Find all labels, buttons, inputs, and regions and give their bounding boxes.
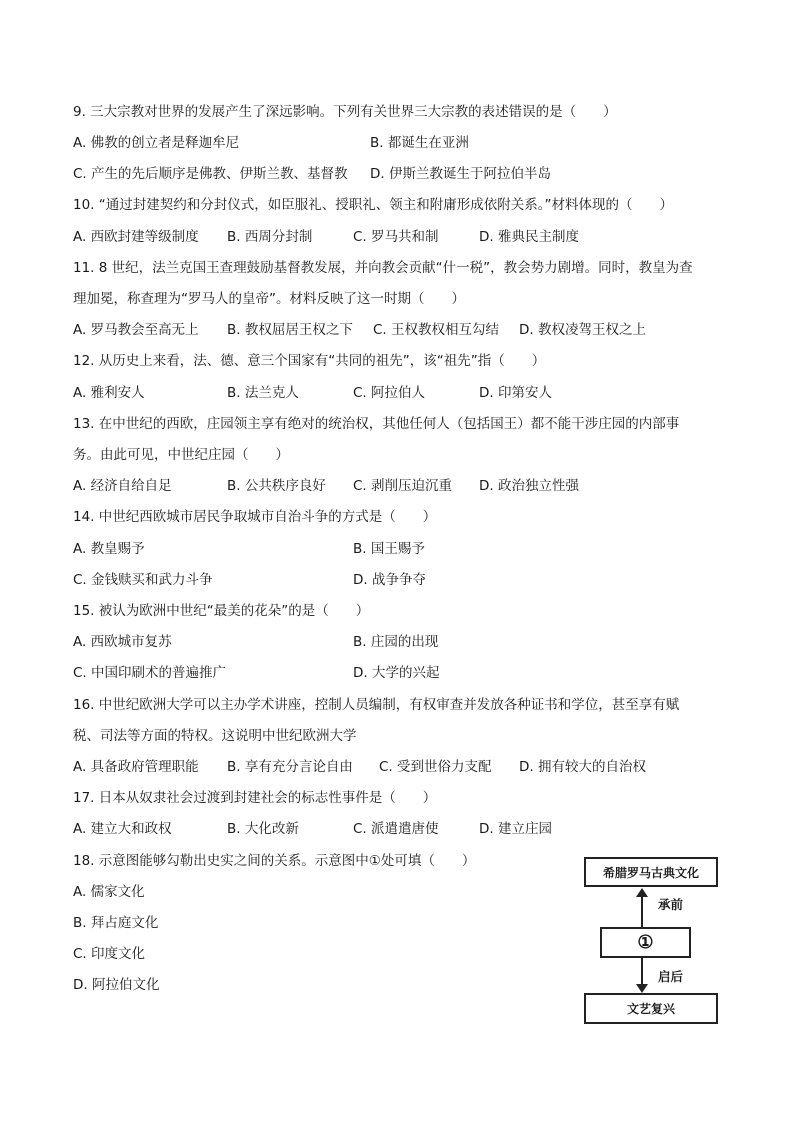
question-12-option-a: A. 雅利安人 <box>73 385 145 401</box>
question-13-option-c: C. 剥削压迫沉重 <box>353 478 453 494</box>
diagram-middle-box: ① <box>600 927 691 958</box>
question-12-option-b: B. 法兰克人 <box>227 385 299 401</box>
question-16-option-a: A. 具备政府管理职能 <box>73 759 199 775</box>
question-12-option-c: C. 阿拉伯人 <box>353 385 426 401</box>
question-15-option-d: D. 大学的兴起 <box>353 665 440 681</box>
question-11-option-d: D. 教权凌驾王权之上 <box>519 322 646 338</box>
question-14-option-a: A. 教皇赐予 <box>73 541 145 557</box>
question-11-option-a: A. 罗马教会至高无上 <box>73 322 199 338</box>
diagram-upper-label: 承前 <box>658 897 684 912</box>
history-relation-diagram <box>584 857 718 1025</box>
question-9-stem: 9. 三大宗教对世界的发展产生了深远影响。下列有关世界三大宗教的表述错误的是（ ） <box>73 104 617 120</box>
question-14-option-c: C. 金钱赎买和武力斗争 <box>73 572 213 588</box>
question-12-option-d: D. 印第安人 <box>479 385 552 401</box>
question-14-stem: 14. 中世纪西欧城市居民争取城市自治斗争的方式是（ ） <box>73 509 437 525</box>
question-17-option-c: C. 派遣遣唐使 <box>353 821 439 837</box>
question-9-option-d: D. 伊斯兰教诞生于阿拉伯半岛 <box>370 166 551 182</box>
arrow-up-icon <box>636 888 648 897</box>
question-16-stem-line-1: 16. 中世纪欧洲大学可以主办学术讲座，控制人员编制，有权审查并发放各种证书和学位，甚至享有赋 <box>73 697 680 713</box>
question-16-option-d: D. 拥有较大的自治权 <box>519 759 646 775</box>
question-9-option-c: C. 产生的先后顺序是佛教、伊斯兰教、基督教 <box>73 166 348 182</box>
question-18-option-c: C. 印度文化 <box>73 946 146 962</box>
question-17-option-b: B. 大化改新 <box>227 821 299 837</box>
question-16-stem-line-2: 税、司法等方面的特权。这说明中世纪欧洲大学 <box>73 728 357 744</box>
question-16-option-b: B. 享有充分言论自由 <box>227 759 353 775</box>
question-13-option-a: A. 经济自给自足 <box>73 478 172 494</box>
diagram-bottom-box: 文艺复兴 <box>584 993 718 1024</box>
diagram-lower-label: 启后 <box>658 969 684 984</box>
question-10-option-a: A. 西欧封建等级制度 <box>73 229 199 245</box>
question-15-option-c: C. 中国印刷术的普遍推广 <box>73 665 227 681</box>
question-10-stem: 10. “通过封建契约和分封仪式，如臣服礼、授职礼、领主和附庸形成依附关系。”材料体现的（ ） <box>73 197 673 213</box>
question-18-option-b: B. 拜占庭文化 <box>73 915 159 931</box>
question-13-option-b: B. 公共秩序良好 <box>227 478 326 494</box>
question-15-option-a: A. 西欧城市复苏 <box>73 634 172 650</box>
question-15-option-b: B. 庄园的出现 <box>353 634 439 650</box>
question-18-option-a: A. 儒家文化 <box>73 884 145 900</box>
arrow-down-icon <box>636 984 648 993</box>
question-10-option-c: C. 罗马共和制 <box>353 229 439 245</box>
question-11-stem-line-2: 理加冕，称查理为“罗马人的皇帝”。材料反映了这一时期（ ） <box>73 291 465 307</box>
question-11-option-b: B. 教权屈居王权之下 <box>227 322 353 338</box>
question-11-option-c: C. 王权教权相互勾结 <box>373 322 500 338</box>
question-13-stem-line-2: 务。由此可见，中世纪庄园（ ） <box>73 447 289 463</box>
question-11-stem-line-1: 11. 8 世纪，法兰克国王查理鼓励基督教发展，并向教会贡献“什一税”，教会势力剧增。同时，教皇为查 <box>73 260 693 276</box>
question-17-stem: 17. 日本从奴隶社会过渡到封建社会的标志性事件是（ ） <box>73 790 437 806</box>
question-15-stem: 15. 被认为欧洲中世纪“最美的花朵”的是（ ） <box>73 603 370 619</box>
question-17-option-a: A. 建立大和政权 <box>73 821 172 837</box>
question-10-option-b: B. 西周分封制 <box>227 229 313 245</box>
question-16-option-c: C. 受到世俗力支配 <box>379 759 492 775</box>
question-9-option-a: A. 佛教的创立者是释迦牟尼 <box>73 135 240 151</box>
question-17-option-d: D. 建立庄园 <box>479 821 552 837</box>
question-14-option-d: D. 战争争夺 <box>353 572 426 588</box>
question-9-option-b: B. 都诞生在亚洲 <box>370 135 469 151</box>
question-12-stem: 12. 从历史上来看，法、德、意三个国家有“共同的祖先”，该“祖先”指（ ） <box>73 353 546 369</box>
question-13-option-d: D. 政治独立性强 <box>479 478 579 494</box>
question-18-stem: 18. 示意图能够勾勒出史实之间的关系。示意图中①处可填（ ） <box>73 853 476 869</box>
diagram-top-box: 希腊罗马古典文化 <box>584 857 718 887</box>
question-10-option-d: D. 雅典民主制度 <box>479 229 579 245</box>
question-14-option-b: B. 国王赐予 <box>353 541 425 557</box>
question-18-option-d: D. 阿拉伯文化 <box>73 977 160 993</box>
question-13-stem-line-1: 13. 在中世纪的西欧，庄园领主享有绝对的统治权，其他任何人（包括国王）都不能干涉庄园的内部事 <box>73 416 680 432</box>
